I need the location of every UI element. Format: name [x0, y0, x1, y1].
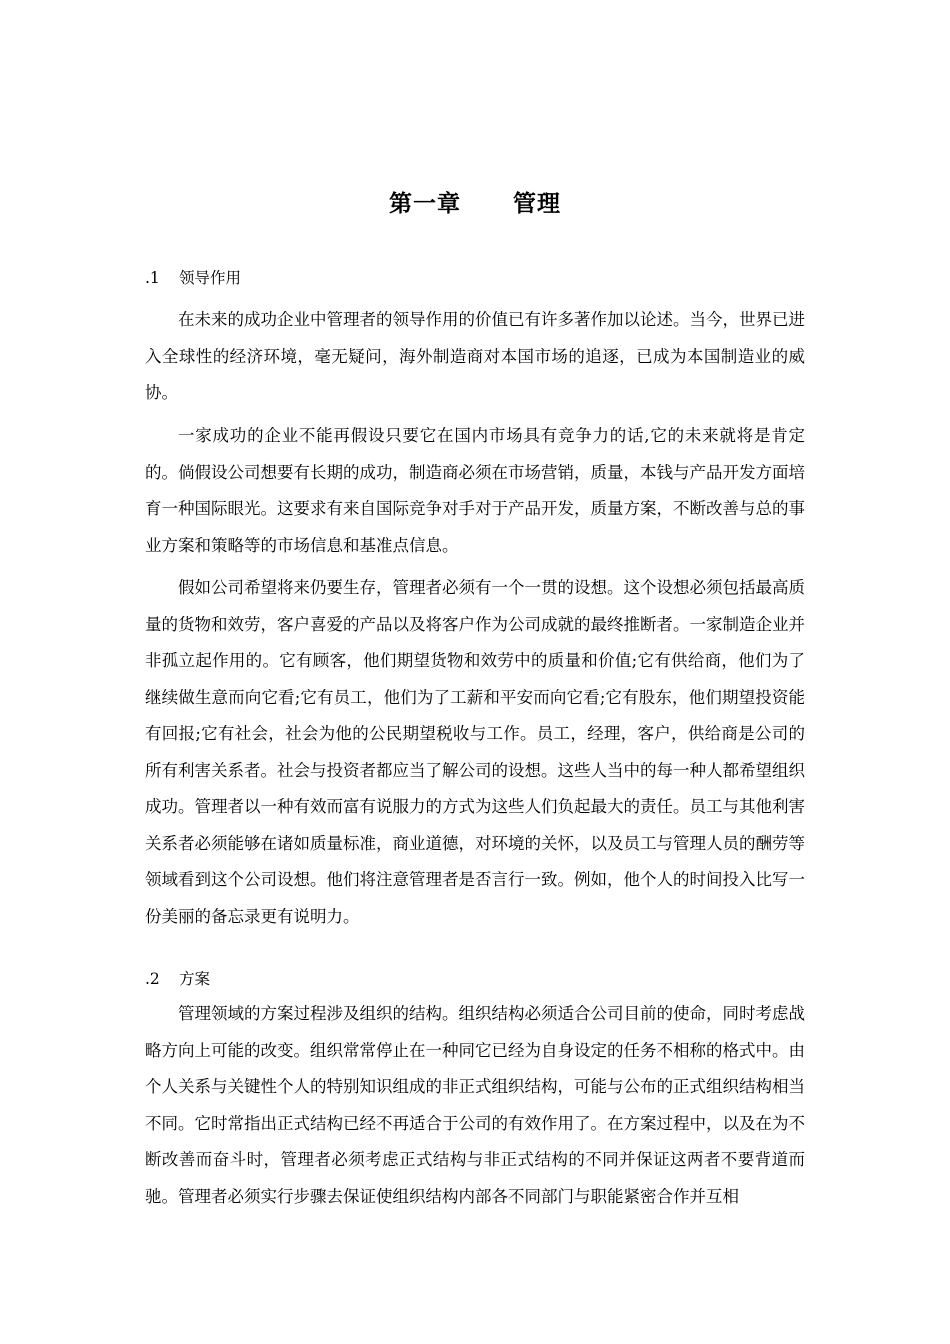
paragraph: 假如公司希望将来仍要生存，管理者必须有一个一贯的设想。这个设想必须包括最高质量的货物和效劳，客户喜爱的产品以及将客户作为公司成就的最终推断者。一家制造企业并非孤立起作用的。它有顾客，他们期望货物和效劳中的质量和价值;它有供给商，他们为了继续做生意而向它看;它有员工，他们为了工薪和平安而向它看;它有股东，他们期望投资能有回报;它有社会，社会为他的公民期望税收与工作。员工，经理，客户，供给商是公司的所有利害关系者。社会与投资者都应当了解公司的设想。这些人当中的每一种人都希望组织成功。管理者以一种有效而富有说服力的方式为这些人们负起最大的责任。员工与其他利害关系者必须能够在诸如质量标准，商业道德，对环境的关怀，以及员工与管理人员的酬劳等领域看到这个公司设想。他们将注意管理者是否言行一致。例如，他个人的时间投入比写一份美丽的备忘录更有说明力。: [145, 578, 805, 926]
section-number: .2: [145, 970, 160, 988]
paragraph: 一家成功的企业不能再假设只要它在国内市场具有竞争力的话,它的未来就将是肯定的。倘假设公司想要有长期的成功，制造商必须在市场营销，质量，本钱与产品开发方面培育一种国际眼光。这要求有来自国际竞争对手对于产品开发，质量方案，不断改善与总的事业方案和策略等的市场信息和基准点信息。: [145, 426, 805, 555]
section-heading-planning: [145, 966, 210, 992]
paragraph: 管理领域的方案过程涉及组织的结构。组织结构必须适合公司目前的使命，同时考虑战略方向上可能的改变。组织常常停止在一种同它已经为自身设定的任务不相称的格式中。由个人关系与关键性个人的特别知识组成的非正式组织结构，可能与公布的正式组织结构相当不同。它时常指出正式结构已经不再适合于公司的有效作用了。在方案过程中，以及在为不断改善而奋斗时，管理者必须考虑正式结构与非正式结构的不同并保证这两者不要背道而驰。管理者必须实行步骤去保证使组织结构内部各不同部门与职能紧密合作并互相: [145, 1004, 805, 1206]
chapter-number: 第一章: [389, 191, 461, 217]
chapter-title: [0, 186, 950, 222]
section-number: .1: [145, 269, 160, 287]
chapter-name: 管理: [513, 191, 561, 217]
section-heading-leadership: [145, 265, 241, 291]
paragraph: 在未来的成功企业中管理者的领导作用的价值已有许多著作加以论述。当今，世界已进入全球性的经济环境，毫无疑问，海外制造商对本国市场的追逐，已成为本国制造业的威协。: [145, 310, 805, 402]
section-title: 方案: [179, 970, 211, 988]
section-title: 领导作用: [179, 269, 242, 287]
